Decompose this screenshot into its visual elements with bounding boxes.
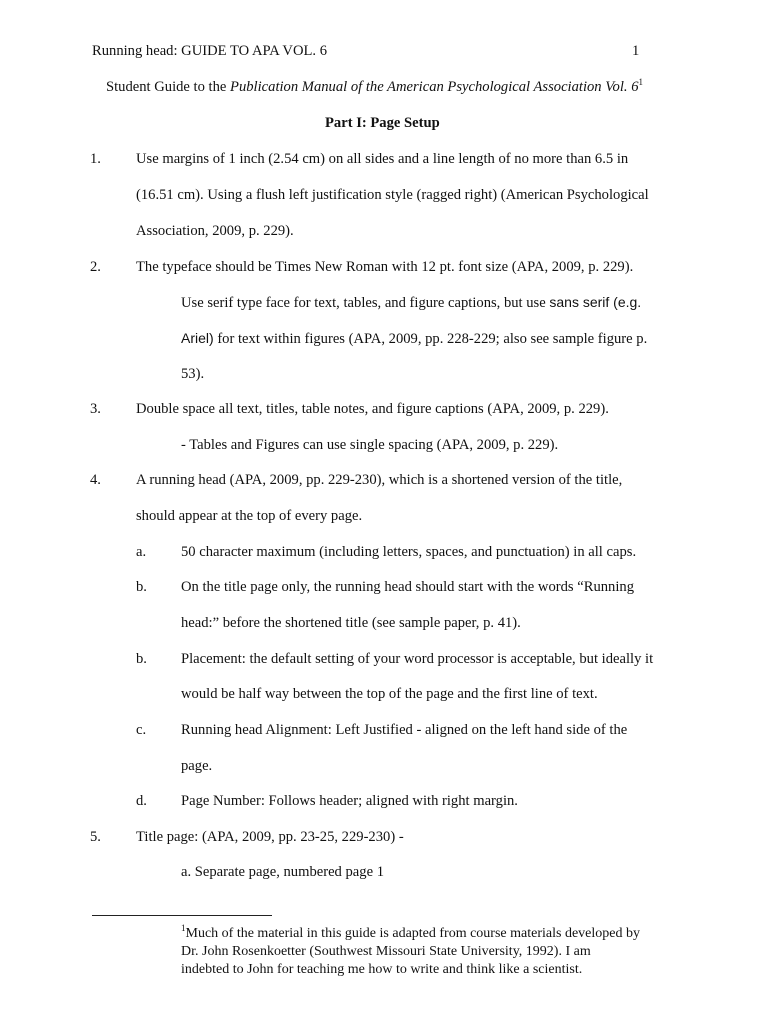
- footnote-mark: 1: [181, 923, 186, 933]
- item-3-line-1: Double space all text, titles, table notes, and figure captions (APA, 2009, p. 229).: [136, 401, 609, 417]
- item-4a-text: 50 character maximum (including letters, spaces, and punctuation) in all caps.: [181, 544, 637, 560]
- item-2-sub-line-2: [181, 329, 647, 348]
- item-1-number: 1.: [90, 151, 101, 167]
- item-5-sub-line-1: a. Separate page, numbered page 1: [181, 864, 385, 880]
- item-4b2-label: b.: [136, 651, 147, 667]
- item-1-line-1: Use margins of 1 inch (2.54 cm) on all sides and a line length of no more than 6.5 in: [136, 151, 629, 167]
- item-4b2-line-1: Placement: the default setting of your word processor is acceptable, but ideally it: [181, 651, 654, 667]
- item-4b1-label: b.: [136, 579, 147, 595]
- item-4c-label: c.: [136, 722, 147, 738]
- item-4b1-line-1: On the title page only, the running head should start with the words “Running: [181, 579, 635, 595]
- title-italic: Publication Manual of the American Psychological Association Vol. 6: [230, 79, 639, 95]
- part-heading: Part I: Page Setup: [325, 115, 440, 131]
- item-4b1-line-2: head:” before the shortened title (see sample paper, p. 41).: [181, 615, 521, 631]
- item-4a-label: a.: [136, 544, 147, 560]
- item-4d-label: d.: [136, 793, 147, 809]
- item-2-line-1: The typeface should be Times New Roman with 12 pt. font size (APA, 2009, p. 229).: [136, 259, 634, 275]
- footnote-text-1: Much of the material in this guide is adapted from course materials developed by: [185, 926, 640, 941]
- title-prefix: Student Guide to the: [106, 79, 231, 95]
- footnote-divider: [92, 915, 272, 916]
- item-4c-line-2: page.: [181, 758, 213, 774]
- item-1-line-2: (16.51 cm). Using a flush left justification style (ragged right) (American Psychological: [136, 187, 649, 203]
- title-footnote-mark: 1: [638, 77, 643, 87]
- item-4c-line-1: Running head Alignment: Left Justified - aligned on the left hand side of the: [181, 722, 628, 738]
- item-4-line-2: should appear at the top of every page.: [136, 508, 363, 524]
- item-2-sub-text: Use serif type face for text, tables, and figure captions, but use: [181, 295, 550, 311]
- item-4b2-line-2: would be half way between the top of the page and the first line of text.: [181, 686, 598, 702]
- item-3-number: 3.: [90, 401, 101, 417]
- footnote-line-3: indebted to John for teaching me how to write and think like a scientist.: [181, 962, 583, 977]
- item-5-number: 5.: [90, 829, 101, 845]
- item-2-sub-line-3: 53).: [181, 366, 205, 382]
- item-1-line-3: Association, 2009, p. 229).: [136, 223, 294, 239]
- item-4-line-1: A running head (APA, 2009, pp. 229-230), which is a shortened version of the title,: [136, 472, 623, 488]
- footnote-line-1: [181, 925, 640, 943]
- item-3-sub-line-1: - Tables and Figures can use single spacing (APA, 2009, p. 229).: [181, 437, 559, 453]
- item-2-number: 2.: [90, 259, 101, 275]
- running-head: Running head: GUIDE TO APA VOL. 6: [92, 43, 328, 59]
- item-2-sans-sample-2: Ariel): [181, 330, 214, 346]
- footnote-line-2: Dr. John Rosenkoetter (Southwest Missouri State University, 1992). I am: [181, 944, 591, 959]
- item-4-number: 4.: [90, 472, 101, 488]
- page-number: 1: [632, 43, 640, 59]
- item-2-sub-line-1: [181, 293, 641, 312]
- item-2-sans-sample: sans serif (e.g.: [549, 294, 642, 310]
- item-2-sub-text-2: for text within figures (APA, 2009, pp. 228-229; also see sample figure p.: [213, 331, 648, 347]
- document-title: [106, 78, 643, 96]
- item-4d-text: Page Number: Follows header; aligned with right margin.: [181, 793, 518, 809]
- item-5-line-1: Title page: (APA, 2009, pp. 23-25, 229-230) -: [136, 829, 404, 845]
